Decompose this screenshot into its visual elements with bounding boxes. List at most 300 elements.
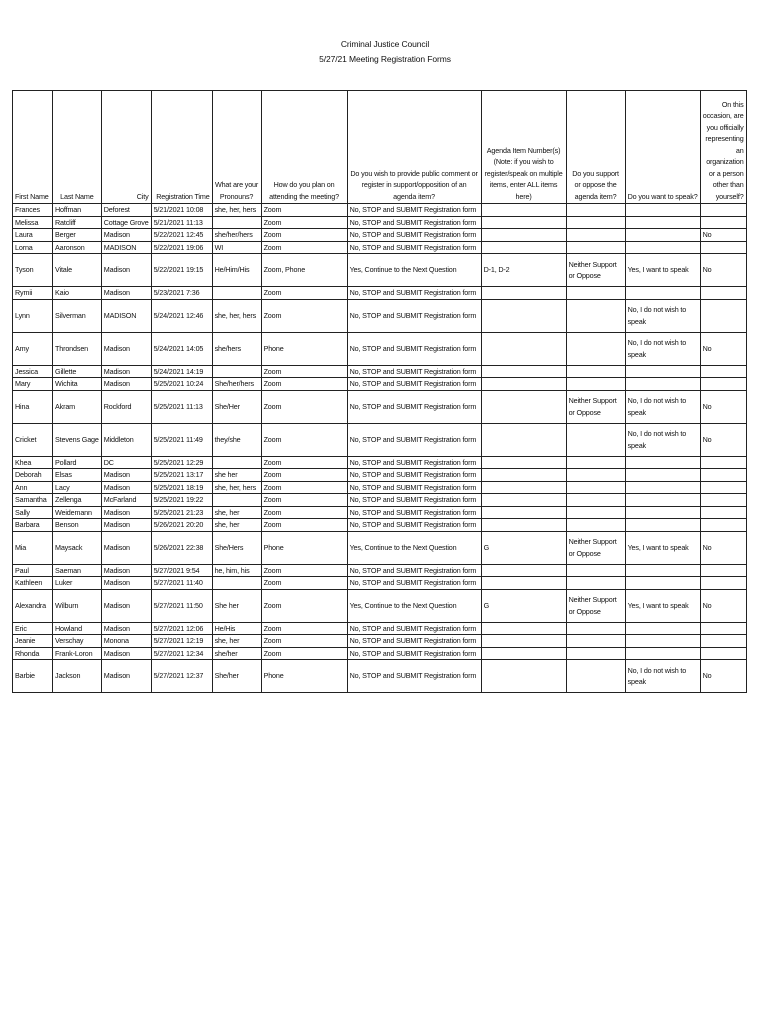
cell-representing — [700, 647, 746, 660]
cell-pronouns: She/Her — [212, 390, 261, 423]
cell-agenda-items — [481, 647, 566, 660]
cell-last-name: Benson — [53, 519, 102, 532]
cell-agenda-items — [481, 229, 566, 242]
table-row — [13, 481, 747, 494]
table-row — [13, 647, 747, 660]
cell-attendance: Zoom — [261, 287, 347, 300]
cell-last-name: Stevens Gage — [53, 423, 102, 456]
cell-speak: Yes, I want to speak — [625, 589, 700, 622]
cell-speak — [625, 204, 700, 217]
cell-city: Cottage Grove — [101, 216, 151, 229]
cell-agenda-items — [481, 423, 566, 456]
table-row — [13, 299, 747, 332]
cell-attendance: Zoom — [261, 204, 347, 217]
cell-pronouns: she, her, hers — [212, 299, 261, 332]
cell-city: Madison — [101, 519, 151, 532]
cell-first-name: Frances — [13, 204, 53, 217]
cell-last-name: Elsas — [53, 469, 102, 482]
cell-attendance: Zoom — [261, 241, 347, 254]
table-row — [13, 365, 747, 378]
cell-pronouns: She/Hers — [212, 531, 261, 564]
header-representing: On this occasion, are you officially representing an organization or a person other than yourself? — [700, 91, 746, 204]
cell-public-comment: No, STOP and SUBMIT Registration form — [347, 332, 481, 365]
cell-agenda-items — [481, 481, 566, 494]
cell-attendance: Phone — [261, 332, 347, 365]
cell-last-name: Akram — [53, 390, 102, 423]
cell-representing — [700, 469, 746, 482]
cell-registration-time: 5/27/2021 11:40 — [151, 577, 212, 590]
cell-representing — [700, 241, 746, 254]
cell-support-oppose — [566, 423, 625, 456]
cell-attendance: Zoom — [261, 378, 347, 391]
cell-pronouns: they/she — [212, 423, 261, 456]
cell-first-name: Melissa — [13, 216, 53, 229]
cell-representing: No — [700, 332, 746, 365]
cell-first-name: Eric — [13, 622, 53, 635]
cell-agenda-items — [481, 287, 566, 300]
table-row — [13, 622, 747, 635]
cell-last-name: Gillette — [53, 365, 102, 378]
header-agenda-items: Agenda Item Number(s) (Note: if you wish to register/speak on multiple items, enter ALL items here) — [481, 91, 566, 204]
cell-speak — [625, 635, 700, 648]
cell-last-name: Zellenga — [53, 494, 102, 507]
table-row — [13, 564, 747, 577]
cell-public-comment: No, STOP and SUBMIT Registration form — [347, 660, 481, 693]
cell-support-oppose — [566, 332, 625, 365]
cell-first-name: Lorna — [13, 241, 53, 254]
cell-pronouns: she/her/hers — [212, 229, 261, 242]
cell-registration-time: 5/27/2021 12:19 — [151, 635, 212, 648]
cell-support-oppose — [566, 287, 625, 300]
cell-speak — [625, 519, 700, 532]
cell-city: Madison — [101, 577, 151, 590]
cell-speak: No, I do not wish to speak — [625, 332, 700, 365]
cell-support-oppose: Neither Support or Oppose — [566, 531, 625, 564]
cell-registration-time: 5/27/2021 9:54 — [151, 564, 212, 577]
cell-speak — [625, 469, 700, 482]
cell-agenda-items — [481, 378, 566, 391]
cell-speak — [625, 287, 700, 300]
cell-public-comment: No, STOP and SUBMIT Registration form — [347, 469, 481, 482]
cell-public-comment: Yes, Continue to the Next Question — [347, 254, 481, 287]
cell-public-comment: No, STOP and SUBMIT Registration form — [347, 365, 481, 378]
table-row — [13, 378, 747, 391]
cell-support-oppose — [566, 564, 625, 577]
cell-pronouns: She her — [212, 589, 261, 622]
cell-registration-time: 5/25/2021 11:49 — [151, 423, 212, 456]
table-row — [13, 204, 747, 217]
table-row — [13, 456, 747, 469]
cell-first-name: Khea — [13, 456, 53, 469]
header-last-name: Last Name — [53, 91, 102, 204]
header-pronouns: What are your Pronouns? — [212, 91, 261, 204]
cell-first-name: Laura — [13, 229, 53, 242]
cell-registration-time: 5/24/2021 14:19 — [151, 365, 212, 378]
cell-speak — [625, 481, 700, 494]
cell-attendance: Zoom — [261, 299, 347, 332]
cell-registration-time: 5/22/2021 19:15 — [151, 254, 212, 287]
cell-representing — [700, 494, 746, 507]
cell-city: Rockford — [101, 390, 151, 423]
cell-attendance: Zoom — [261, 519, 347, 532]
cell-support-oppose — [566, 647, 625, 660]
cell-support-oppose: Neither Support or Oppose — [566, 390, 625, 423]
header-city: City — [101, 91, 151, 204]
cell-pronouns — [212, 216, 261, 229]
cell-speak — [625, 577, 700, 590]
cell-support-oppose — [566, 456, 625, 469]
cell-public-comment: No, STOP and SUBMIT Registration form — [347, 506, 481, 519]
cell-public-comment: Yes, Continue to the Next Question — [347, 589, 481, 622]
cell-support-oppose — [566, 622, 625, 635]
cell-registration-time: 5/25/2021 19:22 — [151, 494, 212, 507]
cell-speak — [625, 494, 700, 507]
cell-registration-time: 5/25/2021 18:19 — [151, 481, 212, 494]
cell-city: Madison — [101, 531, 151, 564]
cell-first-name: Tyson — [13, 254, 53, 287]
cell-first-name: Mary — [13, 378, 53, 391]
cell-attendance: Zoom — [261, 647, 347, 660]
cell-support-oppose — [566, 469, 625, 482]
cell-first-name: Rymii — [13, 287, 53, 300]
cell-representing — [700, 204, 746, 217]
cell-speak — [625, 622, 700, 635]
cell-last-name: Vitale — [53, 254, 102, 287]
header-first-name: First Name — [13, 91, 53, 204]
cell-representing — [700, 365, 746, 378]
cell-public-comment: No, STOP and SUBMIT Registration form — [347, 229, 481, 242]
cell-registration-time: 5/23/2021 7:36 — [151, 287, 212, 300]
cell-pronouns: she/her — [212, 647, 261, 660]
cell-city: Madison — [101, 365, 151, 378]
cell-last-name: Pollard — [53, 456, 102, 469]
header-registration-time: Registration Time — [151, 91, 212, 204]
registration-table — [12, 90, 747, 693]
cell-registration-time: 5/25/2021 12:29 — [151, 456, 212, 469]
cell-speak: No, I do not wish to speak — [625, 423, 700, 456]
table-row — [13, 660, 747, 693]
cell-attendance: Zoom — [261, 577, 347, 590]
cell-registration-time: 5/24/2021 12:46 — [151, 299, 212, 332]
cell-representing: No — [700, 660, 746, 693]
cell-first-name: Paul — [13, 564, 53, 577]
cell-agenda-items — [481, 216, 566, 229]
cell-public-comment: No, STOP and SUBMIT Registration form — [347, 577, 481, 590]
table-row — [13, 390, 747, 423]
cell-speak — [625, 647, 700, 660]
cell-attendance: Zoom, Phone — [261, 254, 347, 287]
cell-city: Madison — [101, 254, 151, 287]
cell-support-oppose: Neither Support or Oppose — [566, 254, 625, 287]
cell-speak: No, I do not wish to speak — [625, 299, 700, 332]
table-row — [13, 216, 747, 229]
cell-public-comment: Yes, Continue to the Next Question — [347, 531, 481, 564]
header-attendance: How do you plan on attending the meeting? — [261, 91, 347, 204]
cell-city: Madison — [101, 660, 151, 693]
cell-last-name: Ratcliff — [53, 216, 102, 229]
cell-representing — [700, 577, 746, 590]
cell-last-name: Kaio — [53, 287, 102, 300]
cell-first-name: Barbara — [13, 519, 53, 532]
cell-last-name: Berger — [53, 229, 102, 242]
cell-city: Madison — [101, 564, 151, 577]
cell-last-name: Lacy — [53, 481, 102, 494]
cell-agenda-items — [481, 390, 566, 423]
cell-public-comment: No, STOP and SUBMIT Registration form — [347, 204, 481, 217]
cell-pronouns: she, her, hers — [212, 204, 261, 217]
cell-attendance: Zoom — [261, 635, 347, 648]
cell-speak: Yes, I want to speak — [625, 254, 700, 287]
cell-agenda-items — [481, 635, 566, 648]
cell-agenda-items — [481, 204, 566, 217]
cell-representing — [700, 564, 746, 577]
title-line-1: Criminal Justice Council — [340, 39, 430, 49]
header-public-comment: Do you wish to provide public comment or register in support/opposition of an agenda item? — [347, 91, 481, 204]
cell-attendance: Zoom — [261, 229, 347, 242]
cell-speak: No, I do not wish to speak — [625, 660, 700, 693]
cell-public-comment: No, STOP and SUBMIT Registration form — [347, 299, 481, 332]
cell-registration-time: 5/27/2021 12:37 — [151, 660, 212, 693]
table-row — [13, 577, 747, 590]
cell-pronouns: He/Him/His — [212, 254, 261, 287]
cell-registration-time: 5/27/2021 11:50 — [151, 589, 212, 622]
table-row — [13, 494, 747, 507]
cell-support-oppose — [566, 378, 625, 391]
cell-agenda-items — [481, 519, 566, 532]
cell-last-name: Wilburn — [53, 589, 102, 622]
cell-first-name: Hina — [13, 390, 53, 423]
cell-attendance: Zoom — [261, 216, 347, 229]
cell-city: MADISON — [101, 299, 151, 332]
title-line-2: 5/27/21 Meeting Registration Forms — [319, 54, 451, 64]
cell-support-oppose — [566, 204, 625, 217]
cell-agenda-items — [481, 506, 566, 519]
table-body — [13, 204, 747, 693]
cell-registration-time: 5/26/2021 22:38 — [151, 531, 212, 564]
cell-speak — [625, 456, 700, 469]
cell-agenda-items — [481, 494, 566, 507]
table-row — [13, 332, 747, 365]
cell-last-name: Maysack — [53, 531, 102, 564]
cell-city: DC — [101, 456, 151, 469]
cell-city: McFarland — [101, 494, 151, 507]
cell-attendance: Zoom — [261, 481, 347, 494]
cell-agenda-items — [481, 332, 566, 365]
table-row — [13, 423, 747, 456]
cell-attendance: Zoom — [261, 365, 347, 378]
cell-support-oppose — [566, 299, 625, 332]
cell-representing — [700, 519, 746, 532]
cell-city: Monona — [101, 635, 151, 648]
cell-registration-time: 5/22/2021 19:06 — [151, 241, 212, 254]
cell-first-name: Jeanie — [13, 635, 53, 648]
cell-representing — [700, 378, 746, 391]
cell-pronouns: WI — [212, 241, 261, 254]
cell-support-oppose — [566, 577, 625, 590]
cell-pronouns: she, her — [212, 519, 261, 532]
cell-last-name: Jackson — [53, 660, 102, 693]
cell-registration-time: 5/25/2021 13:17 — [151, 469, 212, 482]
table-row — [13, 229, 747, 242]
table-row — [13, 287, 747, 300]
cell-agenda-items — [481, 577, 566, 590]
cell-city: Madison — [101, 469, 151, 482]
cell-registration-time: 5/22/2021 12:45 — [151, 229, 212, 242]
cell-agenda-items: G — [481, 589, 566, 622]
cell-first-name: Rhonda — [13, 647, 53, 660]
cell-first-name: Cricket — [13, 423, 53, 456]
cell-agenda-items — [481, 469, 566, 482]
cell-speak — [625, 506, 700, 519]
cell-pronouns — [212, 365, 261, 378]
cell-speak: Yes, I want to speak — [625, 531, 700, 564]
cell-last-name: Verschay — [53, 635, 102, 648]
cell-public-comment: No, STOP and SUBMIT Registration form — [347, 390, 481, 423]
cell-last-name: Silverman — [53, 299, 102, 332]
cell-agenda-items — [481, 299, 566, 332]
cell-representing — [700, 481, 746, 494]
cell-registration-time: 5/21/2021 10:08 — [151, 204, 212, 217]
cell-first-name: Deborah — [13, 469, 53, 482]
cell-registration-time: 5/25/2021 10:24 — [151, 378, 212, 391]
table-row — [13, 531, 747, 564]
cell-pronouns: He/His — [212, 622, 261, 635]
cell-agenda-items — [481, 456, 566, 469]
cell-representing: No — [700, 589, 746, 622]
cell-attendance: Zoom — [261, 494, 347, 507]
cell-speak — [625, 365, 700, 378]
cell-representing — [700, 456, 746, 469]
cell-support-oppose — [566, 365, 625, 378]
cell-last-name: Hoffman — [53, 204, 102, 217]
cell-public-comment: No, STOP and SUBMIT Registration form — [347, 635, 481, 648]
cell-first-name: Barbie — [13, 660, 53, 693]
cell-last-name: Wichita — [53, 378, 102, 391]
cell-support-oppose — [566, 216, 625, 229]
cell-public-comment: No, STOP and SUBMIT Registration form — [347, 481, 481, 494]
cell-public-comment: No, STOP and SUBMIT Registration form — [347, 519, 481, 532]
cell-agenda-items — [481, 660, 566, 693]
cell-pronouns: she, her, hers — [212, 481, 261, 494]
cell-representing: No — [700, 390, 746, 423]
table-row — [13, 635, 747, 648]
document-title — [0, 37, 770, 67]
cell-attendance: Zoom — [261, 589, 347, 622]
table-row — [13, 254, 747, 287]
cell-attendance: Zoom — [261, 456, 347, 469]
cell-pronouns: she/hers — [212, 332, 261, 365]
cell-support-oppose — [566, 519, 625, 532]
cell-pronouns: She/her/hers — [212, 378, 261, 391]
cell-registration-time: 5/24/2021 14:05 — [151, 332, 212, 365]
cell-public-comment: No, STOP and SUBMIT Registration form — [347, 564, 481, 577]
cell-attendance: Phone — [261, 660, 347, 693]
cell-city: Madison — [101, 647, 151, 660]
cell-agenda-items — [481, 564, 566, 577]
cell-last-name: Throndsen — [53, 332, 102, 365]
cell-registration-time: 5/25/2021 11:13 — [151, 390, 212, 423]
cell-pronouns — [212, 456, 261, 469]
cell-support-oppose — [566, 481, 625, 494]
cell-representing: No — [700, 229, 746, 242]
cell-representing — [700, 506, 746, 519]
cell-pronouns — [212, 494, 261, 507]
cell-city: Middleton — [101, 423, 151, 456]
cell-agenda-items — [481, 365, 566, 378]
cell-first-name: Kathleen — [13, 577, 53, 590]
cell-public-comment: No, STOP and SUBMIT Registration form — [347, 287, 481, 300]
cell-attendance: Phone — [261, 531, 347, 564]
table-row — [13, 506, 747, 519]
cell-city: Madison — [101, 287, 151, 300]
cell-public-comment: No, STOP and SUBMIT Registration form — [347, 378, 481, 391]
cell-pronouns: she, her — [212, 635, 261, 648]
cell-first-name: Mia — [13, 531, 53, 564]
cell-representing: No — [700, 254, 746, 287]
cell-public-comment: No, STOP and SUBMIT Registration form — [347, 216, 481, 229]
cell-last-name: Aaronson — [53, 241, 102, 254]
cell-last-name: Frank-Loron — [53, 647, 102, 660]
cell-speak — [625, 216, 700, 229]
cell-support-oppose — [566, 506, 625, 519]
cell-attendance: Zoom — [261, 390, 347, 423]
cell-last-name: Luker — [53, 577, 102, 590]
cell-representing — [700, 635, 746, 648]
cell-pronouns: She/her — [212, 660, 261, 693]
cell-city: MADISON — [101, 241, 151, 254]
cell-first-name: Amy — [13, 332, 53, 365]
header-row — [13, 91, 747, 204]
cell-first-name: Alexandra — [13, 589, 53, 622]
cell-agenda-items: G — [481, 531, 566, 564]
cell-city: Madison — [101, 506, 151, 519]
cell-city: Madison — [101, 481, 151, 494]
table-row — [13, 241, 747, 254]
cell-support-oppose — [566, 241, 625, 254]
table-row — [13, 589, 747, 622]
table-row — [13, 519, 747, 532]
cell-pronouns: he, him, his — [212, 564, 261, 577]
cell-city: Madison — [101, 589, 151, 622]
header-speak: Do you want to speak? — [625, 91, 700, 204]
cell-attendance: Zoom — [261, 506, 347, 519]
cell-support-oppose: Neither Support or Oppose — [566, 589, 625, 622]
cell-attendance: Zoom — [261, 622, 347, 635]
cell-registration-time: 5/25/2021 21:23 — [151, 506, 212, 519]
cell-last-name: Howland — [53, 622, 102, 635]
cell-public-comment: No, STOP and SUBMIT Registration form — [347, 647, 481, 660]
cell-representing: No — [700, 423, 746, 456]
cell-attendance: Zoom — [261, 564, 347, 577]
cell-attendance: Zoom — [261, 469, 347, 482]
cell-representing — [700, 622, 746, 635]
cell-public-comment: No, STOP and SUBMIT Registration form — [347, 456, 481, 469]
cell-speak — [625, 229, 700, 242]
cell-registration-time: 5/27/2021 12:34 — [151, 647, 212, 660]
cell-agenda-items — [481, 622, 566, 635]
cell-first-name: Jessica — [13, 365, 53, 378]
cell-first-name: Samantha — [13, 494, 53, 507]
cell-agenda-items: D-1, D-2 — [481, 254, 566, 287]
cell-support-oppose — [566, 229, 625, 242]
cell-speak — [625, 378, 700, 391]
table-row — [13, 469, 747, 482]
cell-registration-time: 5/26/2021 20:20 — [151, 519, 212, 532]
header-support-oppose: Do you support or oppose the agenda item? — [566, 91, 625, 204]
cell-registration-time: 5/27/2021 12:06 — [151, 622, 212, 635]
cell-speak: No, I do not wish to speak — [625, 390, 700, 423]
cell-public-comment: No, STOP and SUBMIT Registration form — [347, 241, 481, 254]
